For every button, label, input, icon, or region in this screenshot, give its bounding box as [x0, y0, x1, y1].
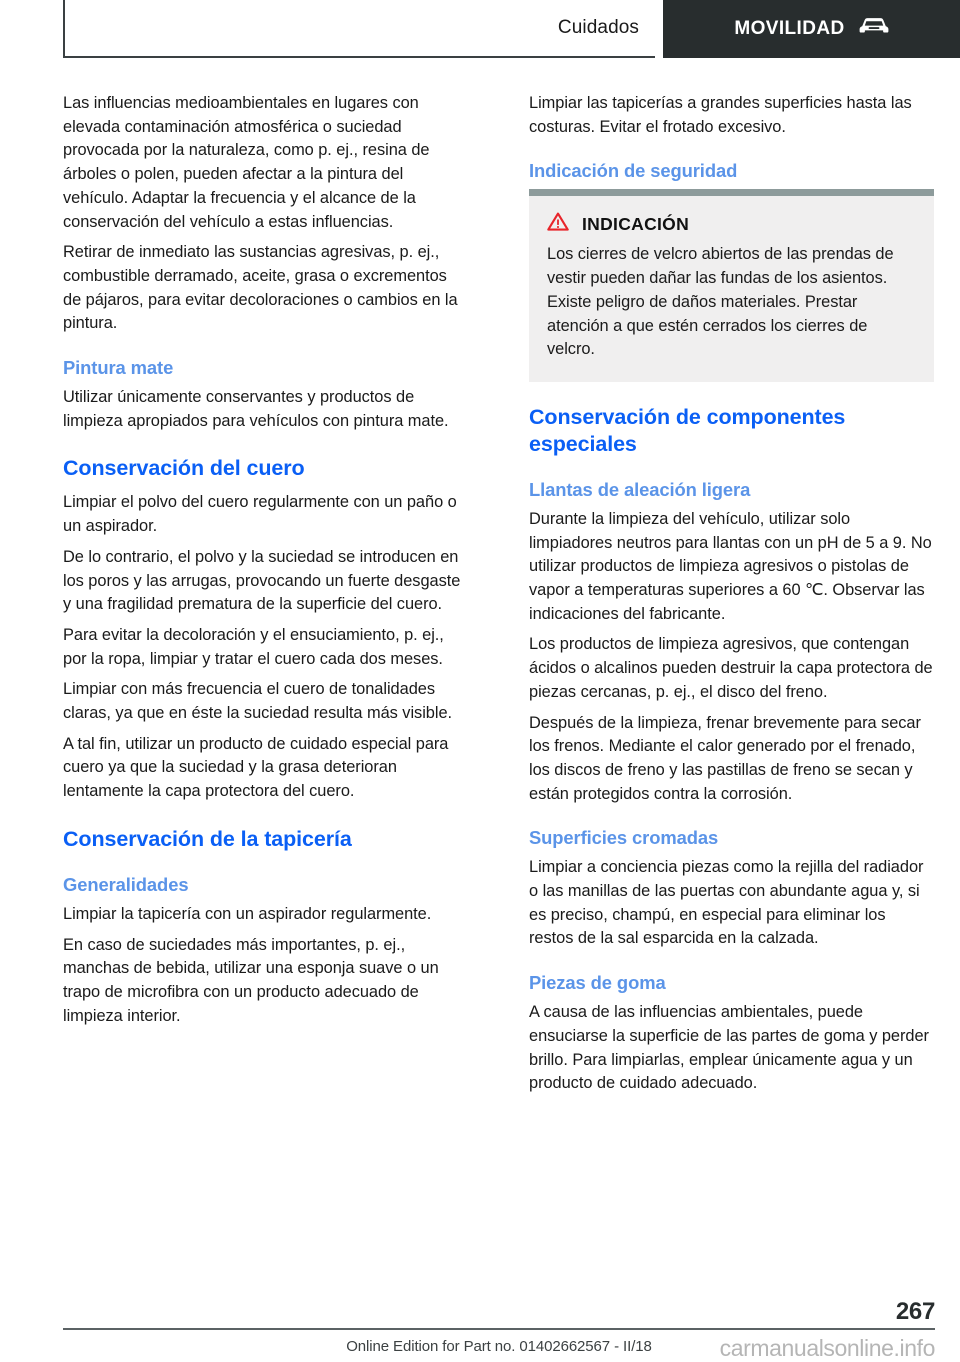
car-icon — [859, 16, 889, 40]
paragraph: De lo contrario, el polvo y la suciedad se introducen en los poros y las arrugas, provocando un fuerte desgaste y una fragilidad prematura de la superficie del cuero. — [63, 547, 461, 614]
heading-pintura-mate: Pintura mate — [63, 357, 174, 379]
paragraph: Limpiar con más frecuencia el cuero de tonalidades claras, ya que en éste la suciedad resulta más visible. — [63, 680, 453, 723]
page-header — [0, 0, 960, 58]
paragraph: Limpiar a conciencia piezas como la rejilla del radiador o las manillas de las puertas con abundante agua y, si es preciso, champú, en especial para eliminar los restos de la sal esparcida en la calzada. — [529, 858, 924, 948]
heading-conservacion-tapiceria: Conservación de la tapicería — [63, 826, 352, 851]
paragraph: Para evitar la decoloración y el ensuciamiento, p. ej., por la ropa, limpiar y tratar el cuero cada dos meses. — [63, 625, 444, 668]
header-left-spacer — [0, 0, 63, 58]
warning-triangle-icon — [547, 212, 569, 236]
right-column — [529, 92, 934, 1103]
heading-indicacion-seguridad: Indicación de seguridad — [529, 160, 738, 182]
heading-conservacion-cuero: Conservación del cuero — [63, 456, 305, 481]
heading-piezas-goma: Piezas de goma — [529, 972, 666, 994]
notice-header — [547, 212, 916, 236]
paragraph: Los productos de limpieza agresivos, que contengan ácidos o alcalinos pueden destruir la capa protectora de piezas cercanas, p. ej., el disco del freno. — [529, 635, 933, 701]
paragraph: Limpiar las tapicerías a grandes superficies hasta las costuras. Evitar el frotado excesivo. — [529, 94, 912, 136]
page-footer — [63, 1290, 935, 1362]
heading-superficies-cromadas: Superficies cromadas — [529, 827, 719, 849]
paragraph: Durante la limpieza del vehículo, utilizar solo limpiadores neutros para llantas con un pH de 5 a 9. No utilizar productos de limpieza agresivos o pistolas de vapor a temperaturas superiores a 60 ℃. Observar las indicaciones del fabricante. — [529, 509, 932, 623]
footer-edition-note: Online Edition for Part no. 01402662567 - II/18 — [346, 1338, 652, 1355]
header-section-tab[interactable] — [663, 0, 960, 58]
footer-divider — [63, 1328, 935, 1330]
heading-llantas-aleacion: Llantas de aleación ligera — [529, 478, 751, 500]
header-chapter-tab[interactable] — [63, 0, 655, 58]
paragraph: Limpiar el polvo del cuero regularmente con un paño o un aspirador. — [63, 493, 457, 536]
heading-generalidades: Generalidades — [63, 873, 189, 895]
left-column — [63, 92, 468, 1103]
page-number: 267 — [895, 1298, 935, 1325]
heading-conservacion-componentes: Conservación de componentes especiales — [529, 404, 846, 456]
notice-box — [529, 189, 934, 382]
paragraph: Retirar de inmediato las sustancias agresivas, p. ej., combustible derramado, aceite, grasa o excrementos de pájaros, para evitar decoloraciones o cambios en la pintura. — [63, 243, 458, 333]
paragraph: Después de la limpieza, frenar brevemente para secar los frenos. Mediante el calor generado por el frenado, los discos de freno y las pastillas de freno se secan y están protegidos contra la corrosión. — [529, 713, 921, 803]
paragraph: Las influencias medioambientales en lugares con elevada contaminación atmosférica o suciedad provocada por la naturaleza, como p. ej., resina de árboles o polen, pueden afectar a la pintura del vehículo. Adaptar la frecuencia y el alcance de la conservación del vehículo a estas influencias. — [63, 94, 430, 231]
paragraph: Limpiar la tapicería con un aspirador regularmente. — [63, 904, 432, 923]
page-content — [63, 92, 935, 1103]
paragraph: Utilizar únicamente conservantes y productos de limpieza apropiados para vehículos con pintura mate. — [63, 388, 449, 430]
notice-title: INDICACIÓN — [582, 213, 690, 234]
watermark: carmanualsonline.info — [719, 1335, 935, 1361]
notice-text: Los cierres de velcro abiertos de las prendas de vestir pueden dañar las fundas de los asientos. Existe peligro de daños materiales. Prestar atención a que estén cerrados los cierres de velcro. — [547, 245, 894, 359]
paragraph: A tal fin, utilizar un producto de cuidado especial para cuero ya que la suciedad y la grasa deterioran lentamente la capa protectora del cuero. — [63, 734, 449, 801]
paragraph: En caso de suciedades más importantes, p. ej., manchas de bebida, utilizar una esponja suave o un trapo de microfibra con un producto adecuado de limpieza interior. — [63, 935, 439, 1025]
header-section-label: MOVILIDAD — [734, 17, 845, 39]
paragraph: A causa de las influencias ambientales, puede ensuciarse la superficie de las partes de goma y perder brillo. Para limpiarlas, emplear únicamente agua y un producto de cuidado adecuado. — [529, 1003, 929, 1093]
header-chapter-label: Cuidados — [557, 16, 639, 38]
